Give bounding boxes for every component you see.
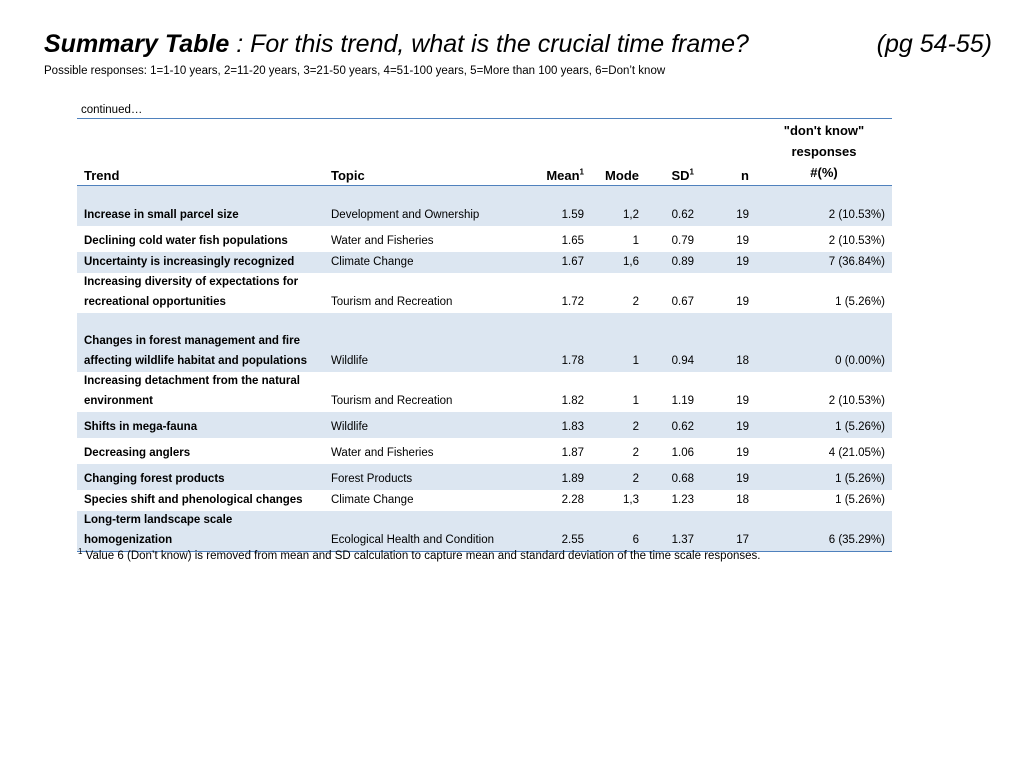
cell-topic: Development and Ownership bbox=[324, 186, 520, 227]
cell-sd: 0.67 bbox=[671, 295, 694, 308]
header-sd bbox=[646, 120, 701, 186]
cell-dont-know: 1 (5.26%) bbox=[756, 464, 892, 490]
cell-trend: Shifts in mega-fauna bbox=[77, 412, 324, 438]
cell-mean: 1.59 bbox=[520, 186, 591, 227]
cell-mode: 2 bbox=[632, 446, 639, 459]
header-trend: Trend bbox=[77, 120, 324, 186]
footnote-text: Value 6 (Don’t know) is removed from mean and SD calculation to capture mean and standard deviation of the time scale responses. bbox=[82, 550, 761, 562]
page-reference: (pg 54-55) bbox=[876, 30, 992, 58]
cell-mode: 1,2 bbox=[591, 186, 646, 227]
cell-n: 17 bbox=[701, 511, 756, 552]
cell-trend: Declining cold water fish populations bbox=[84, 234, 288, 247]
table-header-row bbox=[77, 120, 892, 186]
cell-sd: 0.94 bbox=[646, 313, 701, 372]
table-row bbox=[77, 464, 892, 490]
cell-mean: 1.67 bbox=[520, 252, 591, 273]
cell-mean: 1.78 bbox=[520, 313, 591, 372]
cell-mode: 1 bbox=[632, 234, 639, 247]
cell-dont-know: 2 (10.53%) bbox=[756, 186, 892, 227]
cell-dont-know: 4 (21.05%) bbox=[828, 446, 885, 459]
page-title bbox=[44, 26, 996, 62]
table-row bbox=[77, 313, 892, 372]
table-row bbox=[77, 412, 892, 438]
cell-n: 19 bbox=[736, 394, 749, 407]
header-mean-footnote-mark: 1 bbox=[579, 167, 584, 177]
cell-mode: 2 bbox=[632, 295, 639, 308]
cell-trend: Changing forest products bbox=[77, 464, 324, 490]
cell-trend: Decreasing anglers bbox=[84, 446, 191, 459]
cell-mode: 1 bbox=[591, 313, 646, 372]
footnote bbox=[78, 547, 761, 562]
cell-topic: Water and Fisheries bbox=[331, 446, 434, 459]
cell-topic: Tourism and Recreation bbox=[331, 394, 453, 407]
cell-sd: 0.62 bbox=[646, 186, 701, 227]
cell-trend: Increasing diversity of expectations for recreational opportunities bbox=[84, 276, 299, 308]
cell-n: 19 bbox=[701, 412, 756, 438]
cell-n: 18 bbox=[736, 493, 749, 506]
table-row bbox=[77, 438, 892, 464]
cell-mean: 1.89 bbox=[520, 464, 591, 490]
cell-sd: 0.79 bbox=[671, 234, 694, 247]
header-dont-know bbox=[756, 120, 892, 186]
cell-n: 19 bbox=[736, 234, 749, 247]
cell-mode: 6 bbox=[591, 511, 646, 552]
continued-label: continued… bbox=[81, 104, 143, 116]
cell-dont-know: 0 (0.00%) bbox=[756, 313, 892, 372]
title-rest: : For this trend, what is the crucial time frame? bbox=[229, 30, 749, 58]
cell-mode: 1,6 bbox=[591, 252, 646, 273]
cell-mean: 1.83 bbox=[520, 412, 591, 438]
table-row bbox=[77, 273, 892, 313]
table-row bbox=[77, 252, 892, 273]
cell-mean: 2.55 bbox=[520, 511, 591, 552]
cell-trend: Uncertainty is increasingly recognized bbox=[77, 252, 324, 273]
cell-topic: Water and Fisheries bbox=[331, 234, 434, 247]
cell-mean: 1.87 bbox=[561, 446, 584, 459]
cell-n: 19 bbox=[701, 464, 756, 490]
header-dont-know-line3: #(%) bbox=[810, 165, 838, 180]
table-top-rule bbox=[77, 118, 892, 119]
header-topic: Topic bbox=[324, 120, 520, 186]
table-row bbox=[77, 372, 892, 412]
cell-dont-know: 1 (5.26%) bbox=[756, 412, 892, 438]
cell-topic: Ecological Health and Condition bbox=[324, 511, 520, 552]
cell-trend: Increase in small parcel size bbox=[77, 186, 324, 227]
cell-n: 19 bbox=[701, 186, 756, 227]
cell-sd: 0.62 bbox=[646, 412, 701, 438]
table-row bbox=[77, 511, 892, 552]
header-sd-footnote-mark: 1 bbox=[689, 167, 694, 177]
cell-sd: 1.19 bbox=[671, 394, 694, 407]
cell-dont-know: 7 (36.84%) bbox=[756, 252, 892, 273]
cell-dont-know: 2 (10.53%) bbox=[828, 234, 885, 247]
table-row bbox=[77, 490, 892, 511]
cell-n: 19 bbox=[736, 446, 749, 459]
cell-mean: 1.72 bbox=[561, 295, 584, 308]
cell-n: 19 bbox=[701, 252, 756, 273]
footnote-mark: 1 bbox=[78, 547, 83, 557]
cell-n: 19 bbox=[736, 295, 749, 308]
table-row bbox=[77, 226, 892, 252]
cell-topic: Wildlife bbox=[324, 412, 520, 438]
cell-topic: Forest Products bbox=[324, 464, 520, 490]
summary-table bbox=[77, 120, 892, 552]
cell-dont-know: 2 (10.53%) bbox=[828, 394, 885, 407]
cell-sd: 1.23 bbox=[671, 493, 694, 506]
cell-dont-know: 1 (5.26%) bbox=[835, 493, 885, 506]
header-mean bbox=[520, 120, 591, 186]
header-dont-know-line2: responses bbox=[791, 144, 857, 159]
table-row bbox=[77, 186, 892, 227]
cell-sd: 0.89 bbox=[646, 252, 701, 273]
header-dont-know-line1: "don't know" bbox=[783, 123, 865, 138]
cell-mean: 1.65 bbox=[561, 234, 584, 247]
cell-mean: 2.28 bbox=[561, 493, 584, 506]
possible-responses-legend: Possible responses: 1=1-10 years, 2=11-20 years, 3=21-50 years, 4=51-100 years, 5=More than 100 years, 6=Don’t know bbox=[44, 65, 666, 77]
cell-trend: Increasing detachment from the natural environment bbox=[84, 375, 300, 407]
cell-sd: 1.06 bbox=[671, 446, 694, 459]
cell-topic: Climate Change bbox=[331, 493, 414, 506]
cell-sd: 0.68 bbox=[646, 464, 701, 490]
header-sd-label: SD bbox=[671, 168, 690, 183]
cell-mode: 1,3 bbox=[623, 493, 639, 506]
cell-dont-know: 6 (35.29%) bbox=[756, 511, 892, 552]
cell-trend: Species shift and phenological changes bbox=[84, 493, 303, 506]
cell-dont-know: 1 (5.26%) bbox=[835, 295, 885, 308]
header-n: n bbox=[701, 120, 756, 186]
cell-trend: Long-term landscape scale homogenization bbox=[77, 511, 324, 552]
cell-topic: Wildlife bbox=[324, 313, 520, 372]
cell-mode: 2 bbox=[591, 464, 646, 490]
cell-mean: 1.82 bbox=[561, 394, 584, 407]
cell-topic: Tourism and Recreation bbox=[331, 295, 453, 308]
cell-sd: 1.37 bbox=[646, 511, 701, 552]
header-mean-label: Mean bbox=[546, 168, 580, 183]
cell-mode: 2 bbox=[591, 412, 646, 438]
cell-trend: Changes in forest management and fire affecting wildlife habitat and populations bbox=[77, 313, 324, 372]
cell-n: 18 bbox=[701, 313, 756, 372]
cell-mode: 1 bbox=[632, 394, 639, 407]
title-bold: Summary Table bbox=[44, 30, 230, 58]
header-mode: Mode bbox=[591, 120, 646, 186]
cell-topic: Climate Change bbox=[324, 252, 520, 273]
